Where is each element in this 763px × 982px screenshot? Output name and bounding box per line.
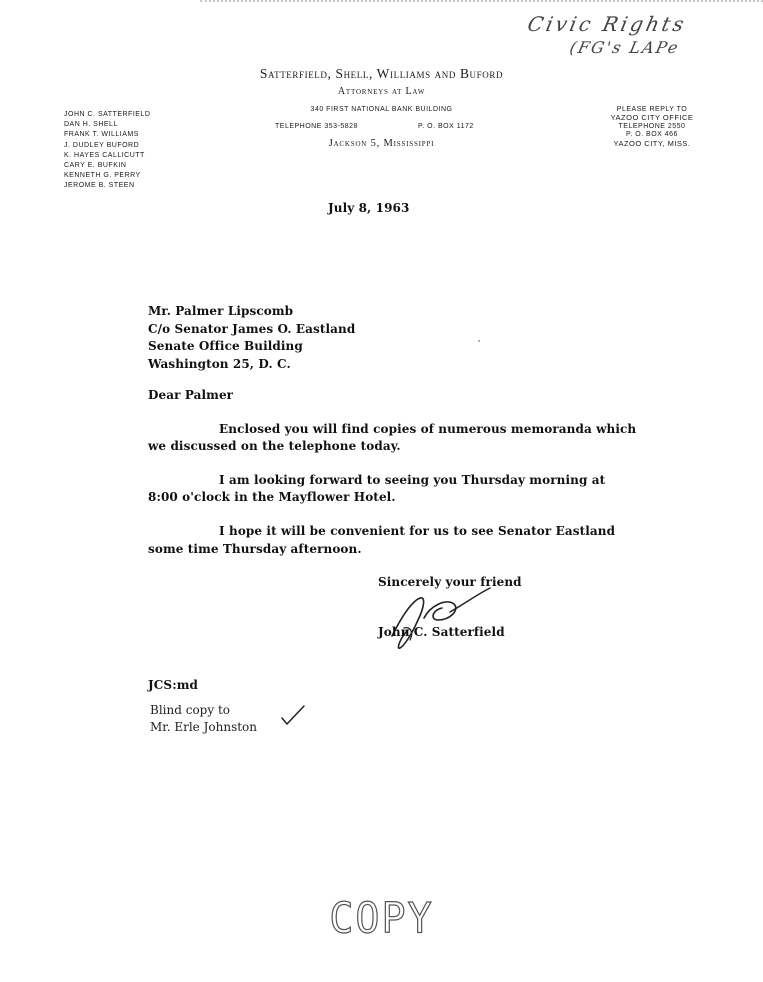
paragraph-2-line-1: I am looking forward to seeing you Thursday morning at — [219, 473, 606, 487]
copy-stamp: COPY — [329, 894, 434, 944]
address-line: Senate Office Building — [148, 339, 303, 353]
blind-copy-note — [150, 702, 257, 735]
partner-name: JEROME B. STEEN — [64, 182, 135, 190]
firm-subtitle: Attorneys at Law — [337, 86, 426, 97]
partner-name: FRANK T. WILLIAMS — [64, 131, 139, 139]
reply-line: P. O. BOX 466 — [626, 131, 678, 139]
letter-date: July 8, 1963 — [328, 201, 410, 215]
reply-line: YAZOO CITY OFFICE — [610, 113, 694, 123]
partner-name: DAN H. SHELL — [64, 121, 118, 129]
paragraph-3-line-1: I hope it will be convenient for us to see Senator Eastland — [219, 524, 616, 538]
blind-copy-recipient: Mr. Erle Johnston — [150, 719, 258, 734]
paragraph-1-line-2: we discussed on the telephone today. — [148, 439, 401, 453]
paragraph-3-line-2: some time Thursday afternoon. — [148, 542, 362, 556]
address-line: Washington 25, D. C. — [148, 356, 291, 371]
salutation: Dear Palmer — [148, 388, 234, 402]
partner-name: J. DUDLEY BUFORD — [64, 141, 140, 149]
checkmark-icon — [280, 704, 306, 726]
address-line: C/o Senator James O. Eastland — [148, 321, 356, 336]
partner-list — [64, 110, 150, 192]
perforation-edge — [200, 0, 763, 5]
signatory-name: John C. Satterfield — [378, 625, 505, 639]
building-address: 340 FIRST NATIONAL BANK BUILDING — [310, 106, 453, 113]
closing: Sincerely your friend — [378, 575, 522, 589]
address-line: Mr. Palmer Lipscomb — [148, 304, 294, 318]
handwritten-annotation-2: (FG's LAPe — [567, 38, 682, 57]
reply-line: PLEASE REPLY TO — [616, 106, 688, 113]
typist-initials: JCS:md — [148, 678, 199, 692]
handwritten-signature — [380, 584, 520, 654]
reply-line: YAZOO CITY, MISS. — [613, 138, 691, 148]
partner-name: KENNETH G. PERRY — [64, 172, 141, 180]
partner-name: K. HAYES CALLICUTT — [64, 151, 145, 159]
city-line: Jackson 5, Mississippi — [328, 138, 435, 149]
reply-line: TELEPHONE 2550 — [618, 122, 686, 130]
partner-name: JOHN C. SATTERFIELD — [64, 111, 151, 118]
telephone: TELEPHONE 353-5828 — [275, 123, 358, 130]
speck — [478, 340, 480, 342]
firm-name: Satterfield, Shell, Williams and Buford — [259, 66, 504, 81]
recipient-address — [148, 303, 355, 373]
po-box: P. O. BOX 1172 — [418, 123, 474, 130]
partner-name: CARY E. BUFKIN — [64, 162, 127, 170]
reply-office-block — [596, 106, 708, 148]
paragraph-2-line-2: 8:00 o'clock in the Mayflower Hotel. — [148, 490, 396, 504]
blind-copy-label: Blind copy to — [150, 703, 230, 717]
handwritten-annotation-1: Civic Rights — [525, 12, 689, 36]
paragraph-1-line-1: Enclosed you will find copies of numerous memoranda which — [219, 422, 637, 436]
